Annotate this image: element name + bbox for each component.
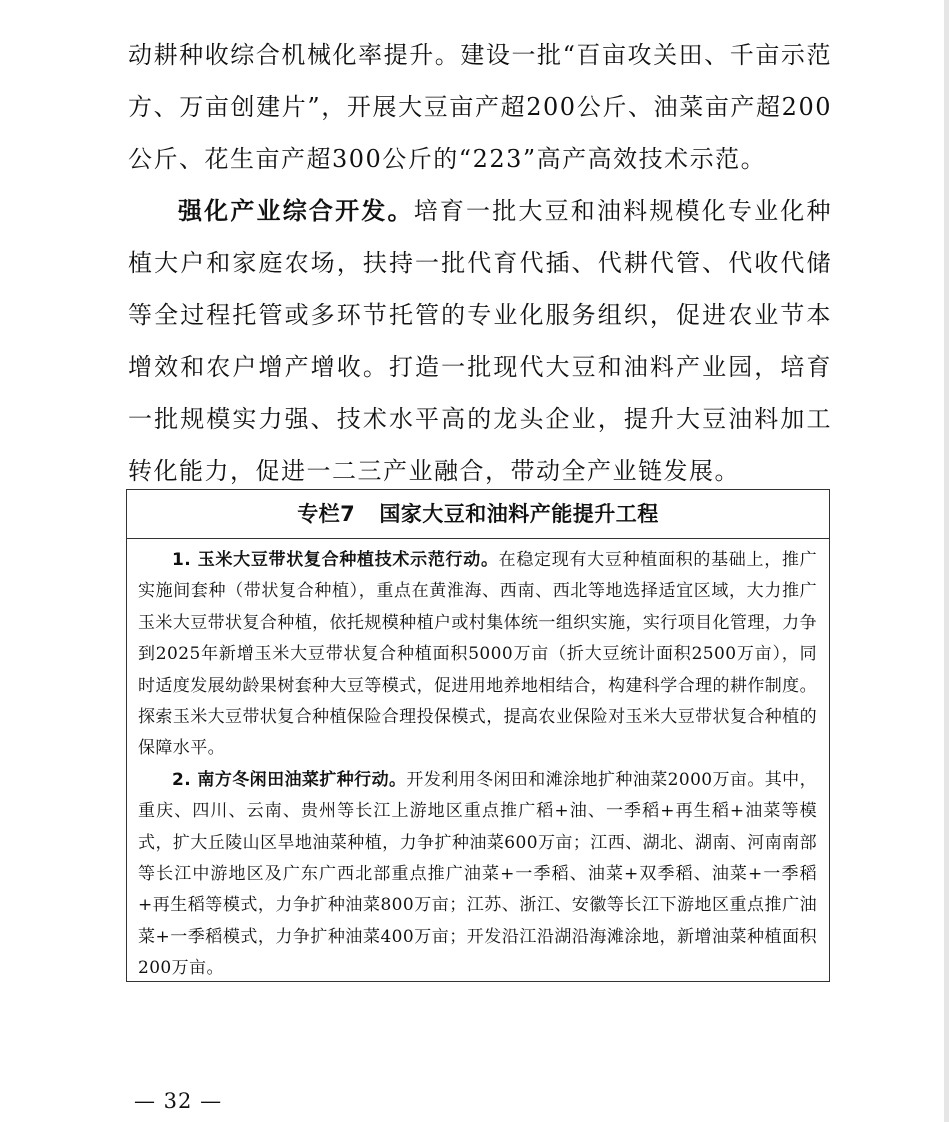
column-item: [138, 545, 817, 765]
body-paragraph-text: 培育一批大豆和油料规模化专业化种植大户和家庭农场，扶持一批代育代插、代耕代管、代收代储等全过程托管或多环节托管的专业化服务组织，促进农业节本增效和农户增产增收。打造一批现代大豆和油料产业园，培育一批规模实力强、技术水平高的龙头企业，提升大豆油料加工转化能力，促进一二三产业融合，带动全产业链发展。: [128, 197, 832, 485]
column-item-text: 开发利用冬闲田和滩涂地扩种油菜2000万亩。其中，重庆、四川、云南、贵州等长江上游地区重点推广稻+油、一季稻+再生稻+油菜等模式，扩大丘陵山区旱地油菜种植，力争扩种油菜600万亩；江西、湖北、湖南、河南南部等长江中游地区及广东广西北部重点推广油菜+一季稻、油菜+双季稻、油菜+一季稻+再生稻等模式，力争扩种油菜800万亩；江苏、浙江、安徽等长江下游地区重点推广油菜+一季稻模式，力争扩种油菜400万亩；开发沿江沿湖沿海滩涂地，新增油菜种植面积200万亩。: [138, 769, 817, 979]
body-paragraph: [128, 29, 832, 185]
page-edge-shadow: [944, 0, 949, 1122]
body-paragraph-text: 动耕种收综合机械化率提升。建设一批“百亩攻关田、千亩示范方、万亩创建片”，开展大豆亩产超200公斤、油菜亩产超200公斤、花生亩产超300公斤的“223”高产高效技术示范。: [128, 41, 832, 173]
column-item: [138, 765, 817, 985]
column-item-lead: 1. 玉米大豆带状复合种植技术示范行动。: [172, 550, 499, 570]
page-number: — 32 —: [134, 1089, 223, 1113]
column-box-heading: 国家大豆和油料产能提升工程: [379, 502, 659, 526]
paragraph-lead-heading: 强化产业综合开发。: [178, 197, 414, 225]
column-box: [126, 489, 830, 982]
column-box-label: 专栏7: [297, 502, 356, 526]
body-text: [128, 29, 832, 497]
column-box-title: [127, 490, 829, 539]
column-box-body: [127, 539, 829, 985]
column-item-text: 在稳定现有大豆种植面积的基础上，推广实施间套种（带状复合种植），重点在黄淮海、西南、西北等地选择适宜区域，大力推广玉米大豆带状复合种植，依托规模种植户或村集体统一组织实施，实行项目化管理，力争到2025年新增玉米大豆带状复合种植面积5000万亩（折大豆统计面积2500万亩），同时适度发展幼龄果树套种大豆等模式，促进用地养地相结合，构建科学合理的耕作制度。探索玉米大豆带状复合种植保险合理投保模式，提高农业保险对玉米大豆带状复合种植的保障水平。: [138, 550, 817, 759]
body-paragraph: [128, 185, 832, 497]
column-item-lead: 2. 南方冬闲田油菜扩种行动。: [172, 769, 407, 790]
